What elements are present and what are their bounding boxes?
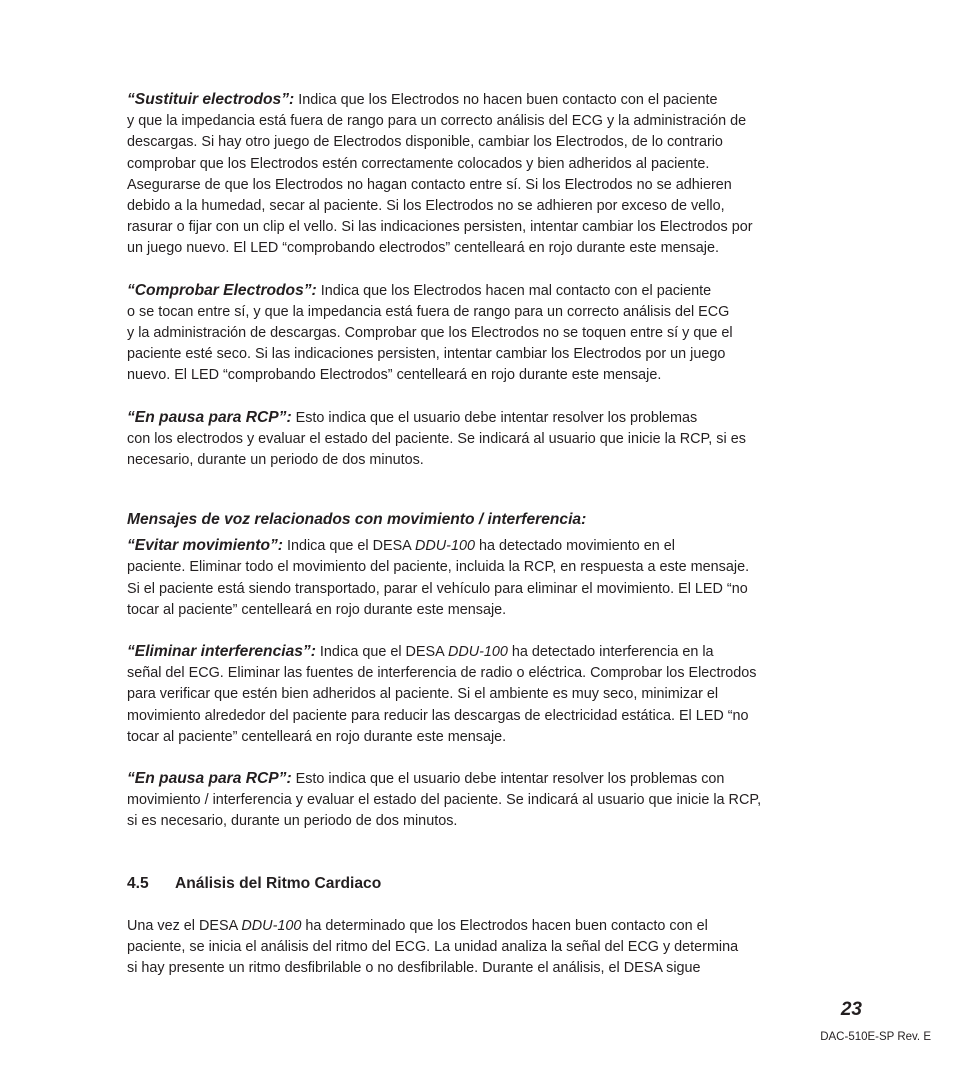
message-title: “En pausa para RCP”: [127, 408, 292, 426]
subheading-movimiento-interferencia: Mensajes de voz relacionados con movimiento / interferencia: [127, 511, 587, 529]
page-number: 23 [840, 999, 862, 1020]
message-title: “Comprobar Electrodos”: [127, 281, 317, 299]
device-name: DDU-100 [414, 538, 475, 555]
paragraph-evitar-movimiento [127, 535, 827, 621]
paragraph-pausa-rcp-movimiento [127, 768, 827, 833]
message-text: Esto indica que el usuario debe intentar resolver los problemas con los electrodos y evaluar el estado del paciente. Se indicará al usuario que inicie la RCP, si es necesario, durante un periodo de dos minutos. [127, 409, 746, 469]
message-text: ha detectado interferencia en la señal del ECG. Eliminar las fuentes de interferencia de radio o eléctrica. Comprobar los Electrodos para verificar que estén bien adheridos al paciente. Si el ambiente es muy seco, minimizar el movimiento alrededor del paciente para reducir las descargas de electricidad estática. El LED “no tocar al paciente” centelleará en rojo durante este mensaje. [127, 644, 757, 745]
device-name: DDU-100 [447, 644, 508, 661]
message-title: “Sustituir electrodos”: [127, 91, 295, 108]
section-title: Análisis del Ritmo Cardiaco [175, 874, 382, 892]
document-code: DAC-510E-SP Rev. E [820, 1031, 931, 1043]
message-text: Esto indica que el usuario debe intentar resolver los problemas con movimiento / interferencia y evaluar el estado del paciente. Se indicará al usuario que inicie la RCP, si es necesario, durante un periodo de dos minutos. [127, 771, 762, 830]
paragraph-analisis-ritmo [127, 916, 827, 980]
message-title: “Evitar movimiento”: [127, 537, 283, 555]
message-title: “En pausa para RCP”: [127, 770, 292, 788]
section-heading [127, 873, 827, 895]
page-content [127, 89, 827, 999]
paragraph-comprobar-electrodos [127, 280, 827, 387]
message-text: Indica que los Electrodos hacen mal contacto con el paciente o se tocan entre sí, y que la impedancia está fuera de rango para un correcto análisis del ECG y la administración de descargas. Comprobar que los Electrodos no se toquen entre sí y que el paciente esté seco. Si las indicaciones persisten, intentar cambiar los Electrodos por un juego nuevo. El LED “comprobando Electrodos” centelleará en rojo durante este mensaje. [127, 282, 733, 384]
device-name: DDU-100 [241, 917, 302, 934]
section-text: ha determinado que los Electrodos hacen buen contacto con el paciente, se inicia el análisis del ritmo del ECG. La unidad analiza la señal del ECG y determina si hay presente un ritmo desfibrilable o no desfibrilable. Durante el análisis, el DESA sigue [127, 917, 739, 977]
message-title: “Eliminar interferencias”: [127, 643, 316, 661]
message-text: ha detectado movimiento en el paciente. Eliminar todo el movimiento del paciente, incluida la RCP, en respuesta a este mensaje. Si el paciente está siendo transportado, parar el vehículo para eliminar el movimiento. El LED “no tocar al paciente” centelleará en rojo durante este mensaje. [127, 538, 750, 618]
message-text-pre: Indica que el DESA [315, 644, 448, 661]
message-text-pre: Indica que el DESA [282, 538, 415, 555]
section-number: 4.5 [127, 874, 149, 892]
paragraph-pausa-rcp-electrodos [127, 407, 827, 472]
paragraph-eliminar-interferencias [127, 641, 827, 748]
section-text-pre: Una vez el DESA [127, 917, 242, 934]
paragraph-sustituir-electrodos [127, 89, 827, 260]
message-text: Indica que los Electrodos no hacen buen contacto con el paciente y que la impedancia está fuera de rango para un correcto análisis del ECG y la administración de descargas. Si hay otro juego de Electrodos disponible, cambiar los Electrodos, de lo contrario comprobar que los Electrodos estén correctamente colocados y bien adheridos al paciente. Asegurarse de que los Electrodos no hagan contacto entre sí. Si los Electrodos no se adhieren debido a la humedad, secar al paciente. Si los Electrodos no se adhieren por exceso de vello, rasurar o fijar con un clip el vello. Si las indicaciones persisten, intentar cambiar los Electrodos por un juego nuevo. El LED “comprobando electrodos” centelleará en rojo durante este mensaje. [127, 92, 753, 257]
